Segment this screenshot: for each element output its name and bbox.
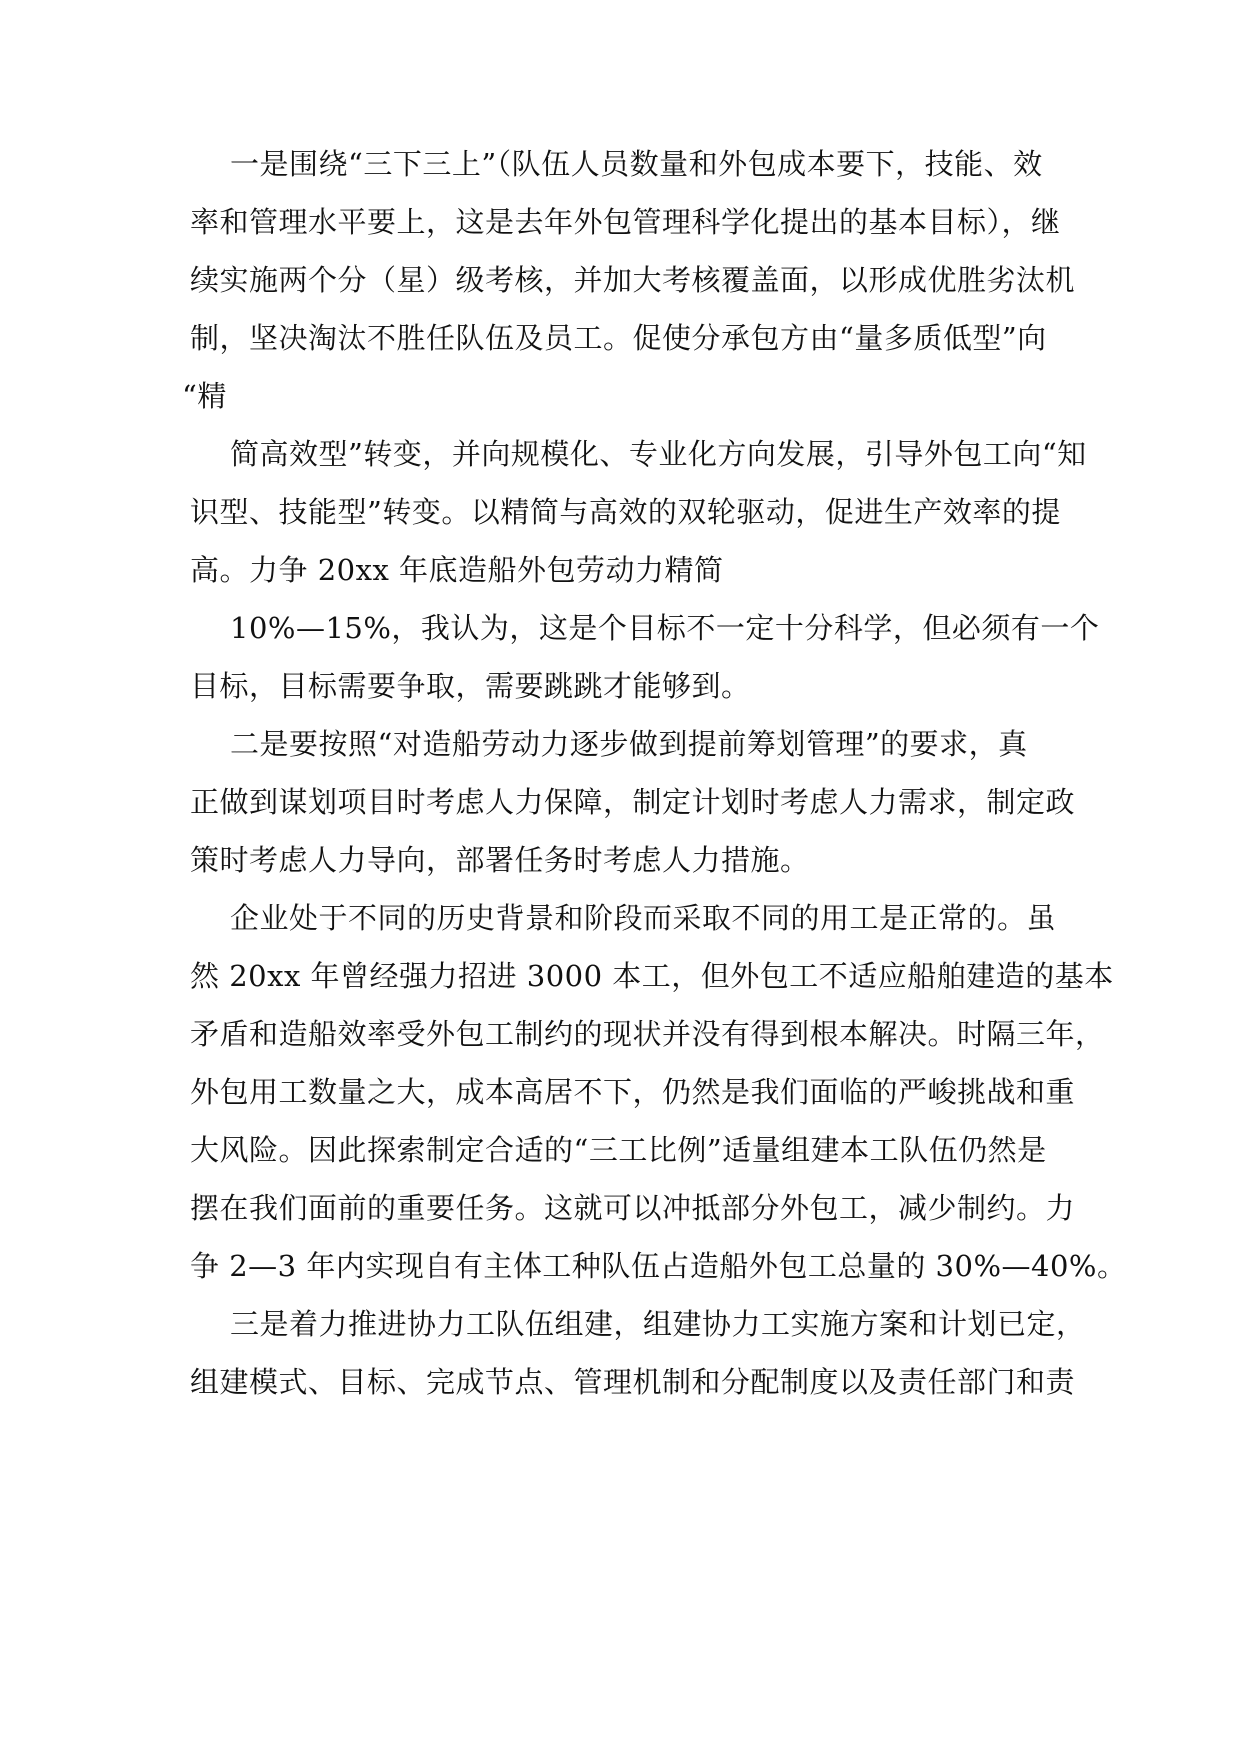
paragraph-2-line-1: 简高效型”转变，并向规模化、专业化方向发展，引导外包工向“知	[230, 437, 1087, 471]
paragraph-1-line-5: “精	[182, 379, 227, 413]
paragraph-3-line-1: 10%—15%，我认为，这是个目标不一定十分科学，但必须有一个	[230, 611, 1100, 645]
paragraph-4-line-2: 正做到谋划项目时考虑人力保障，制定计划时考虑人力需求，制定政	[190, 785, 1076, 819]
paragraph-6-line-1: 三是着力推进协力工队伍组建，组建协力工实施方案和计划已定，	[230, 1307, 1086, 1341]
paragraph-5-line-7: 争 2—3 年内实现自有主体工种队伍占造船外包工总量的 30%—40%。	[190, 1249, 1127, 1283]
paragraph-4-line-3: 策时考虑人力导向，部署任务时考虑人力措施。	[190, 843, 810, 877]
paragraph-1-line-3: 续实施两个分（星）级考核，并加大考核覆盖面，以形成优胜劣汰机	[190, 263, 1076, 297]
paragraph-3-line-2: 目标，目标需要争取，需要跳跳才能够到。	[190, 669, 751, 703]
paragraph-5-line-3: 矛盾和造船效率受外包工制约的现状并没有得到根本解决。时隔三年，	[190, 1017, 1105, 1051]
paragraph-6-line-2: 组建模式、目标、完成节点、管理机制和分配制度以及责任部门和责	[190, 1365, 1076, 1399]
paragraph-5-line-5: 大风险。因此探索制定合适的“三工比例”适量组建本工队伍仍然是	[190, 1133, 1047, 1167]
paragraph-1-line-1: 一是围绕“三下三上”（队伍人员数量和外包成本要下，技能、效	[230, 147, 1043, 181]
paragraph-4-line-1: 二是要按照“对造船劳动力逐步做到提前筹划管理”的要求，真	[230, 727, 1028, 761]
paragraph-5-line-4: 外包用工数量之大，成本高居不下，仍然是我们面临的严峻挑战和重	[190, 1075, 1076, 1109]
paragraph-2-line-3: 高。力争 20xx 年底造船外包劳动力精简	[190, 553, 724, 587]
paragraph-5-line-1: 企业处于不同的历史背景和阶段而采取不同的用工是正常的。虽	[230, 901, 1057, 935]
paragraph-1-line-2: 率和管理水平要上，这是去年外包管理科学化提出的基本目标），继	[190, 205, 1061, 239]
paragraph-1-line-4: 制，坚决淘汰不胜任队伍及员工。促使分承包方由“量多质低型”向	[190, 321, 1047, 355]
paragraph-5-line-6: 摆在我们面前的重要任务。这就可以冲抵部分外包工，减少制约。力	[190, 1191, 1076, 1225]
paragraph-5-line-2: 然 20xx 年曾经强力招进 3000 本工，但外包工不适应船舶建造的基本	[190, 959, 1114, 993]
paragraph-2-line-2: 识型、技能型”转变。以精简与高效的双轮驱动，促进生产效率的提	[190, 495, 1061, 529]
